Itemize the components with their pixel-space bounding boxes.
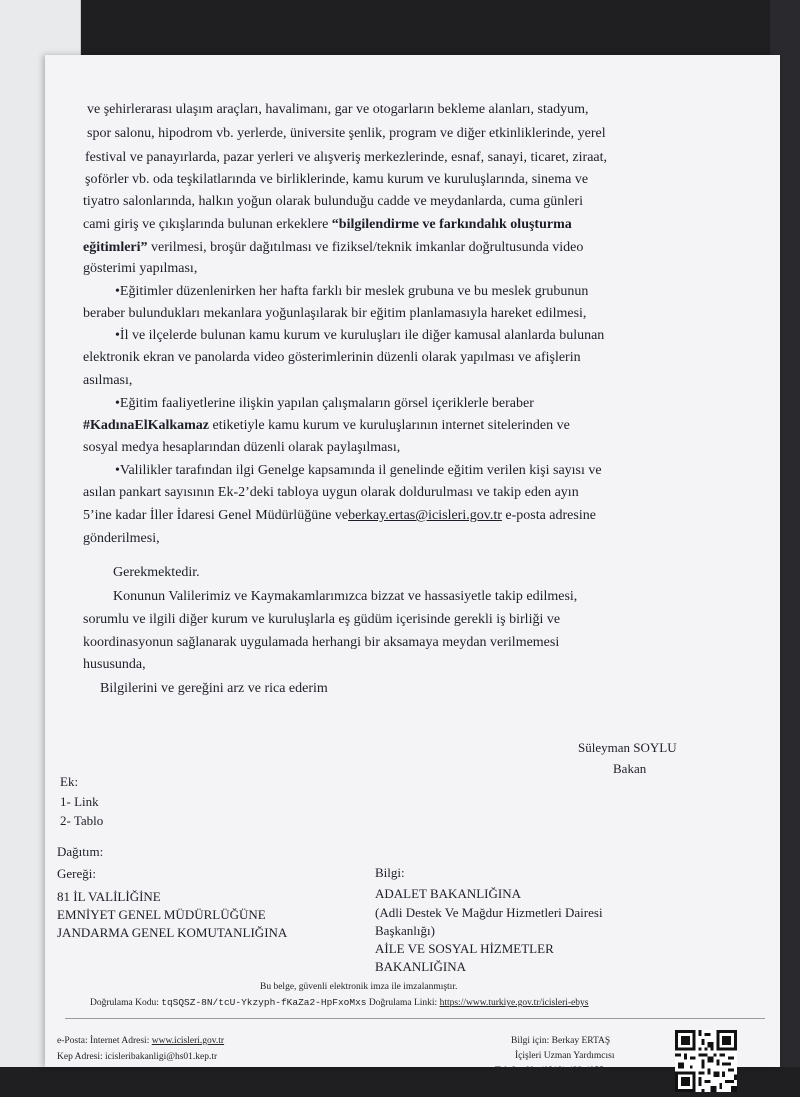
attachment-item: 1- Link bbox=[60, 794, 99, 809]
footer-phone: Telefon No:(0312) 422 4955 bbox=[495, 1066, 604, 1076]
action-recipient: EMNİYET GENEL MÜDÜRLÜĞÜNE bbox=[57, 907, 266, 922]
closing-line: Bilgilerini ve gereğini arz ve rica ederim bbox=[100, 681, 328, 696]
body-segment: e-posta adresine bbox=[501, 508, 596, 523]
signature-note: Bu belge, güvenli elektronik imza ile imzalanmıştır. bbox=[260, 982, 458, 992]
info-recipient: BAKANLIĞINA bbox=[375, 959, 466, 974]
attachments-heading: Ek: bbox=[60, 774, 79, 789]
body-line: Konunun Valilerimiz ve Kaymakamlarımızca bizzat ve hassasiyetle takip edilmesi, bbox=[113, 589, 578, 604]
info-recipient: Başkanlığı) bbox=[375, 923, 435, 938]
body-line: beraber bulundukları mekanlara yoğunlaşılarak bir eğitim planlamasıyla hareket edilmesi, bbox=[83, 306, 587, 321]
bullet-line: •Eğitim faaliyetlerine ilişkin yapılan çalışmaların görsel içeriklerle beraber bbox=[115, 396, 534, 411]
footer-contact-web bbox=[57, 1036, 224, 1046]
body-line bbox=[83, 240, 583, 256]
body-line bbox=[83, 418, 570, 434]
bullet-line: •Valilikler tarafından ilgi Genelge kapsamında il genelinde eğitim verilen kişi sayısı ve bbox=[115, 463, 602, 478]
body-segment: cami giriş ve çıkışlarında bulunan erkeklere bbox=[83, 217, 329, 232]
body-segment: 5’ine kadar İller İdaresi Genel Müdürlüğüne ve bbox=[83, 508, 349, 523]
attachment-item: 2- Tablo bbox=[60, 813, 104, 828]
body-line: festival ve panayırlarda, pazar yerleri ve alışveriş merkezlerinde, esnaf, sanayi, ticaret, ziraat, bbox=[85, 150, 608, 165]
body-line: gösterimi yapılması, bbox=[83, 261, 198, 276]
body-line bbox=[83, 508, 596, 524]
body-line: hususunda, bbox=[83, 657, 146, 672]
signature-title: Bakan bbox=[613, 761, 647, 776]
signature-name: Süleyman SOYLU bbox=[578, 740, 677, 755]
footer-divider bbox=[65, 1018, 765, 1019]
document-page bbox=[45, 55, 780, 1096]
info-heading: Bilgi: bbox=[375, 865, 405, 880]
info-recipient: AİLE VE SOSYAL HİZMETLER bbox=[375, 941, 554, 956]
action-recipient: JANDARMA GENEL KOMUTANLIĞINA bbox=[57, 925, 288, 940]
footer-info-title: İçişleri Uzman Yardımcısı bbox=[515, 1051, 615, 1061]
body-line: ve şehirlerarası ulaşım araçları, havalimanı, gar ve otogarların bekleme alanları, stadyum, bbox=[87, 102, 589, 117]
verification-code-label: Doğrulama Kodu: bbox=[90, 998, 159, 1008]
body-line: tiyatro salonlarında, halkın yoğun olarak bulunduğu cadde ve meydanlarda, cuma günleri bbox=[83, 194, 583, 209]
body-line: sosyal medya hesaplarından düzenli olarak paylaşılması, bbox=[83, 440, 401, 455]
verification-code: tqSQSZ-8N/tcU-Ykzyph-fKaZa2-HpFxoMxs bbox=[161, 997, 367, 1008]
page-number: 2 bbox=[365, 1082, 371, 1096]
body-line: asılan pankart sayısının Ek-2’deki tabloya uygun olarak doldurulması ve takip eden ayın bbox=[83, 485, 579, 500]
info-recipient: ADALET BAKANLIĞINA bbox=[375, 886, 521, 901]
verification-link-label: Doğrulama Linki: bbox=[368, 998, 438, 1008]
body-line: şoförler vb. oda teşkilatlarında ve birliklerinde, kamu kurum ve kuruluşlarında, sinema ve bbox=[85, 172, 589, 187]
body-line bbox=[83, 217, 572, 233]
verification-link[interactable]: https://www.turkiye.gov.tr/icisleri-ebys bbox=[439, 998, 589, 1008]
footer-kep: Kep Adresi: icisleribakanligi@hs01.kep.tr bbox=[57, 1052, 218, 1062]
body-line: elektronik ekran ve panolarda video gösterimlerinin düzenli olarak yapılması ve afişlerin bbox=[83, 350, 581, 365]
body-line: sorumlu ve ilgili diğer kurum ve kuruluşlarla eş güdüm içerisinde gerekli iş birliği ve bbox=[83, 612, 561, 627]
website-link[interactable]: www.icisleri.gov.tr bbox=[151, 1036, 225, 1046]
closing-line: Gerekmektedir. bbox=[113, 565, 200, 580]
distribution-heading: Dağıtım: bbox=[57, 844, 104, 859]
action-recipient: 81 İL VALİLİĞİNE bbox=[57, 889, 161, 904]
footer-info-person: Bilgi için: Berkay ERTAŞ bbox=[511, 1036, 611, 1046]
verification-row bbox=[90, 997, 588, 1008]
bullet-line: •Eğitimler düzenlenirken her hafta farklı bir meslek grubuna ve bu meslek grubunun bbox=[115, 284, 589, 299]
body-line: gönderilmesi, bbox=[83, 531, 160, 546]
footer-label: e-Posta: İnternet Adresi: bbox=[57, 1036, 152, 1046]
body-segment: verilmesi, broşür dağıtılması ve fiziksel/teknik imkanlar doğrultusunda video bbox=[147, 240, 584, 255]
hashtag: #KadınaElKalkamaz bbox=[83, 418, 210, 433]
bold-phrase: eğitimleri” bbox=[83, 240, 148, 255]
body-line: asılması, bbox=[83, 373, 133, 388]
info-recipient: (Adli Destek Ve Mağdur Hizmetleri Dairesi bbox=[375, 905, 603, 920]
body-segment: etiketiyle kamu kurum ve kuruluşlarının internet sitelerinden ve bbox=[209, 418, 570, 433]
bold-phrase: “bilgilendirme ve farkındalık oluşturma bbox=[331, 217, 572, 232]
body-line: spor salonu, hipodrom vb. yerlerde, üniversite şenlik, program ve diğer etkinliklerinde, yerel bbox=[87, 126, 606, 141]
body-line: koordinasyonun sağlanarak uygulamada herhangi bir aksamaya meydan verilmemesi bbox=[83, 635, 560, 650]
action-heading: Gereği: bbox=[57, 866, 96, 881]
qr-code-icon bbox=[675, 1030, 737, 1092]
bullet-line: •İl ve ilçelerde bulunan kamu kurum ve kuruluşları ile diğer kamusal alanlarda bulunan bbox=[115, 328, 605, 343]
email-link[interactable]: berkay.ertas@icisleri.gov.tr bbox=[348, 508, 502, 523]
